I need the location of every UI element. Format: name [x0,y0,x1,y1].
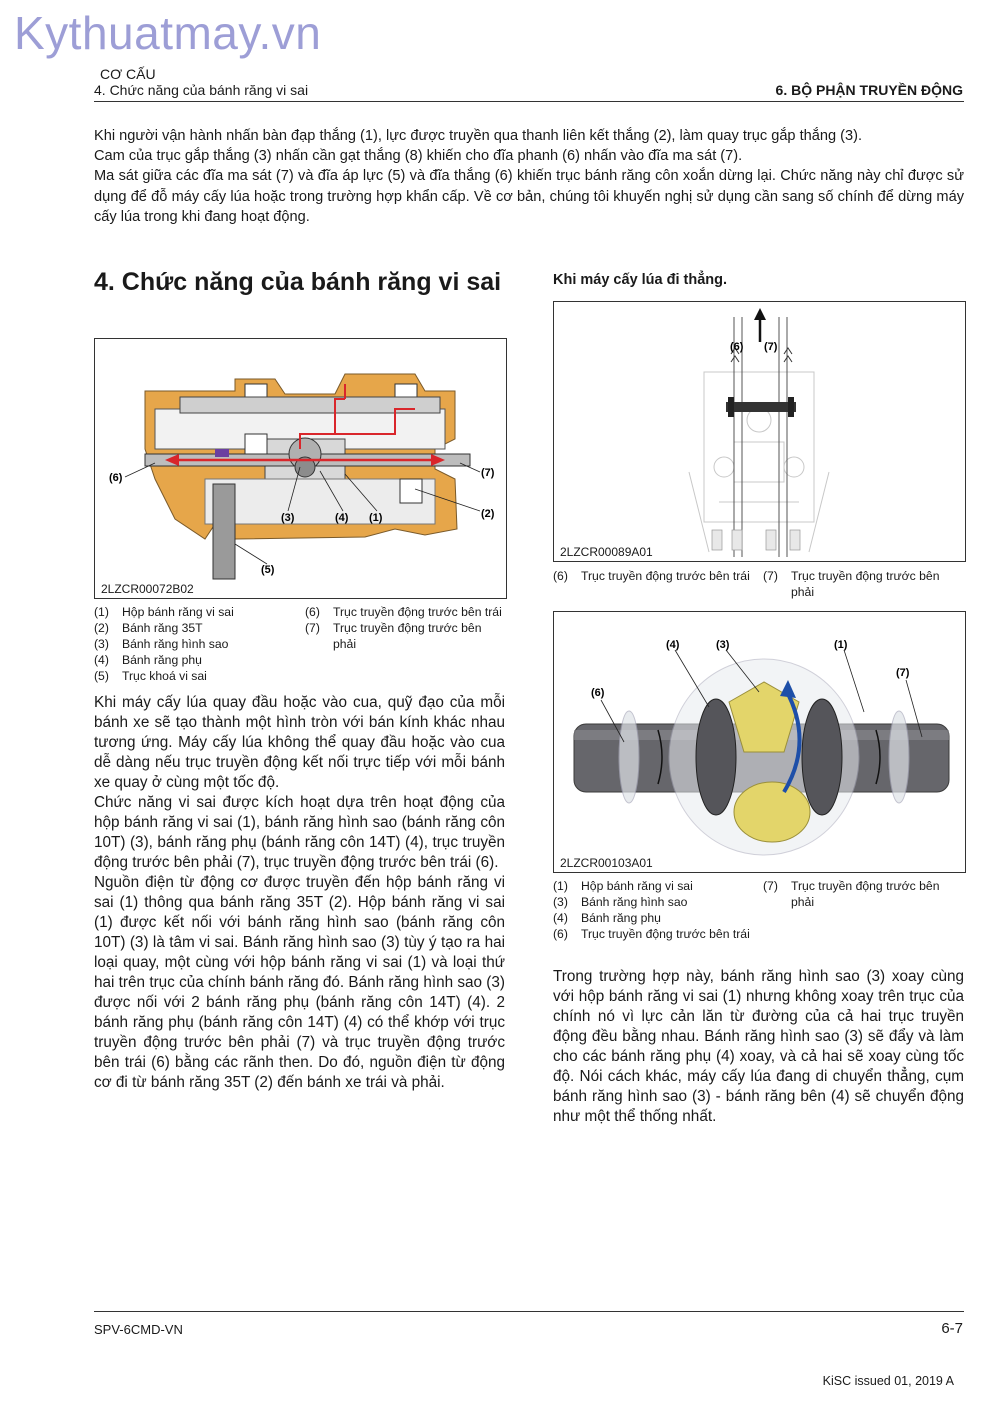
legend-item [94,668,300,684]
figure3-legend-right [763,878,963,910]
fig1-label-6: (6) [109,472,123,484]
legend-text: Bánh răng 35T [122,621,203,635]
fig3-label-7: (7) [896,667,910,679]
legend-text: Bánh răng phụ [122,653,202,667]
legend-number: (2) [94,621,109,635]
watermark: Kythuatmay.vn [14,7,322,59]
fig2-label-6: (6) [730,341,744,353]
legend-item [553,910,753,926]
fig2-label-7: (7) [764,341,778,353]
intro-paragraph: Khi người vận hành nhấn bàn đạp thắng (1), lực được truyền qua thanh liên kết thắng (2), làm quay trục gắp thắng (3). [94,128,863,144]
footer-doc-code: SPV-6CMD-VN [94,1322,183,1337]
legend-item [305,604,505,620]
figure3-legend-left [553,878,753,942]
intro-paragraph: Cam của trục gắp thắng (3) nhấn cần gạt thắng (8) khiến cho đĩa phanh (6) nhấn vào đĩa ma sát (7). [94,148,743,165]
figure-code: 2LZCR00103A01 [560,856,653,870]
legend-text: Hộp bánh răng vi sai [581,879,693,893]
legend-item [305,620,505,652]
legend-number: (7) [763,569,778,583]
legend-item [553,568,753,584]
section-title: 4. Chức năng của bánh răng vi sai [94,268,502,296]
legend-item [94,636,300,652]
legend-number: (6) [553,569,568,583]
figure1-legend-right [305,604,505,652]
legend-number: (6) [553,927,568,941]
intro-text [94,126,964,227]
legend-text: Trục truyền động trước bên phải [333,621,482,651]
left-body-text [94,693,505,1093]
figure1-legend-left [94,604,300,684]
legend-item [763,878,963,910]
figure2-legend-right [763,568,963,600]
header-chapter: 6. BỘ PHẬN TRUYỀN ĐỘNG [775,82,963,98]
legend-item [553,926,753,942]
legend-number: (3) [553,895,568,909]
straight-travel-diagram [554,302,965,561]
header-section: CƠ CẤU [100,66,156,82]
legend-text: Trục truyền động trước bên trái [333,605,502,619]
legend-text: Trục khoá vi sai [122,669,207,683]
figure-straight-travel [553,301,966,562]
fig1-label-3: (3) [281,512,295,524]
legend-number: (5) [94,669,109,683]
right-body-text: Trong trường hợp này, bánh răng hình sao (3) xoay cùng với hộp bánh răng vi sai (1) nhưng không xoay trên trục của chính nó vì lực cản lăn từ đường của cả hai trục truyền động đều bằng nhau. Bánh răng hình sao (3) sẽ đẩy và làm cho các bánh răng phụ (4) xoay, và cả hai sẽ xoay cùng tốc độ. Nói cách khác, máy cấy lúa đang di chuyển thẳng, cụm bánh răng hình sao (3) - bánh răng bên (4) sẽ chuyển động như một thể thống nhất. [553,968,964,1125]
legend-item [94,652,300,668]
legend-number: (6) [305,605,320,619]
legend-text: Trục truyền động trước bên phải [791,879,940,909]
differential-gears-diagram [554,612,965,872]
legend-text: Trục truyền động trước bên trái [581,569,750,583]
body-paragraph: Nguồn điện từ động cơ được truyền đến hộp bánh răng vi sai (1) thông qua bánh răng 35T (2). Hộp bánh răng vi sai (1) được kết nối với bánh răng hình sao (bánh răng côn 10T) (3) là tâm vi sai. Bánh răng hình sao (3) tùy ý tạo ra hai loại quay, một cùng với hộp bánh răng vi sai (1) và loại thứ hai trên trục của chính bánh răng đó. Bánh răng hình sao (3) được nối với 2 bánh răng phụ (bánh răng côn 14T) (4). 2 bánh răng phụ (bánh răng côn 14T) (4) có thể khớp với trục truyền động trước bên phải (7) và trục truyền động trước bên trái (6) bằng các rãnh then. Do đó, nguồn điện từ động cơ đi từ bánh răng 35T (2) đến bánh xe trái và phải. [94,874,505,1091]
body-paragraph: Khi máy cấy lúa quay đầu hoặc vào cua, quỹ đạo của mỗi bánh xe sẽ tạo thành một hình tròn với bán kính khác nhau tương ứng. Máy cấy lúa không thể quay đầu hoặc vào cua dễ dàng nếu trục truyền động kết nối trực tiếp với mỗi bánh xe quay ở cùng một tốc độ. [94,694,505,791]
legend-item [763,568,963,600]
legend-number: (3) [94,637,109,651]
legend-number: (4) [94,653,109,667]
legend-item [94,620,300,636]
fig3-label-3: (3) [716,639,730,651]
header-subsection: 4. Chức năng của bánh răng vi sai [94,82,309,98]
legend-number: (4) [553,911,568,925]
legend-number: (1) [94,605,109,619]
fig3-label-6: (6) [591,687,605,699]
footer-page-number: 6-7 [941,1320,963,1337]
legend-number: (7) [305,621,320,635]
fig1-label-2: (2) [481,508,495,520]
figure-differential-cross-section [94,338,507,599]
header-rule [94,101,964,102]
intro-paragraph: Ma sát giữa các đĩa ma sát (7) và đĩa áp lực (5) và đĩa thắng (6) khiến trục bánh răng côn xoắn dừng lại. Chức năng này chỉ được sử dụng để đỗ máy cấy lúa hoặc trong trường hợp khẩn cấp. Về cơ bản, chúng tôi khuyến nghị sử dụng cần sang số chính để dừng máy cấy lúa trong khi đang hoạt động. [94,168,964,225]
fig3-label-1: (1) [834,639,848,651]
legend-text: Bánh răng hình sao [122,637,229,651]
legend-text: Trục truyền động trước bên trái [581,927,750,941]
footer-rule [94,1311,964,1312]
legend-item [553,878,753,894]
legend-number: (7) [763,879,778,893]
footer-issue: KiSC issued 01, 2019 A [822,1374,954,1388]
legend-text: Bánh răng phụ [581,911,661,925]
legend-text: Trục truyền động trước bên phải [791,569,940,599]
figure-differential-gears-3d [553,611,966,873]
figure-code: 2LZCR00072B02 [101,582,194,596]
fig1-label-5: (5) [261,564,275,576]
figure2-legend-left [553,568,753,584]
body-paragraph: Chức năng vi sai được kích hoạt dựa trên hoạt động của hộp bánh răng vi sai (1), bánh răng hình sao (bánh răng côn 10T) (3), bánh răng phụ (bánh răng côn 14T) (4), trục truyền động trước bên phải (7), trục truyền động trước bên trái (6). [94,794,505,871]
fig1-label-1: (1) [369,512,383,524]
legend-item [553,894,753,910]
legend-item [94,604,300,620]
legend-text: Bánh răng hình sao [581,895,688,909]
right-heading: Khi máy cấy lúa đi thẳng. [553,272,728,288]
fig1-label-7: (7) [481,467,495,479]
figure-code: 2LZCR00089A01 [560,545,653,559]
fig1-label-4: (4) [335,512,349,524]
fig3-label-4: (4) [666,639,680,651]
legend-text: Hộp bánh răng vi sai [122,605,234,619]
cross-section-diagram [95,339,506,598]
legend-number: (1) [553,879,568,893]
